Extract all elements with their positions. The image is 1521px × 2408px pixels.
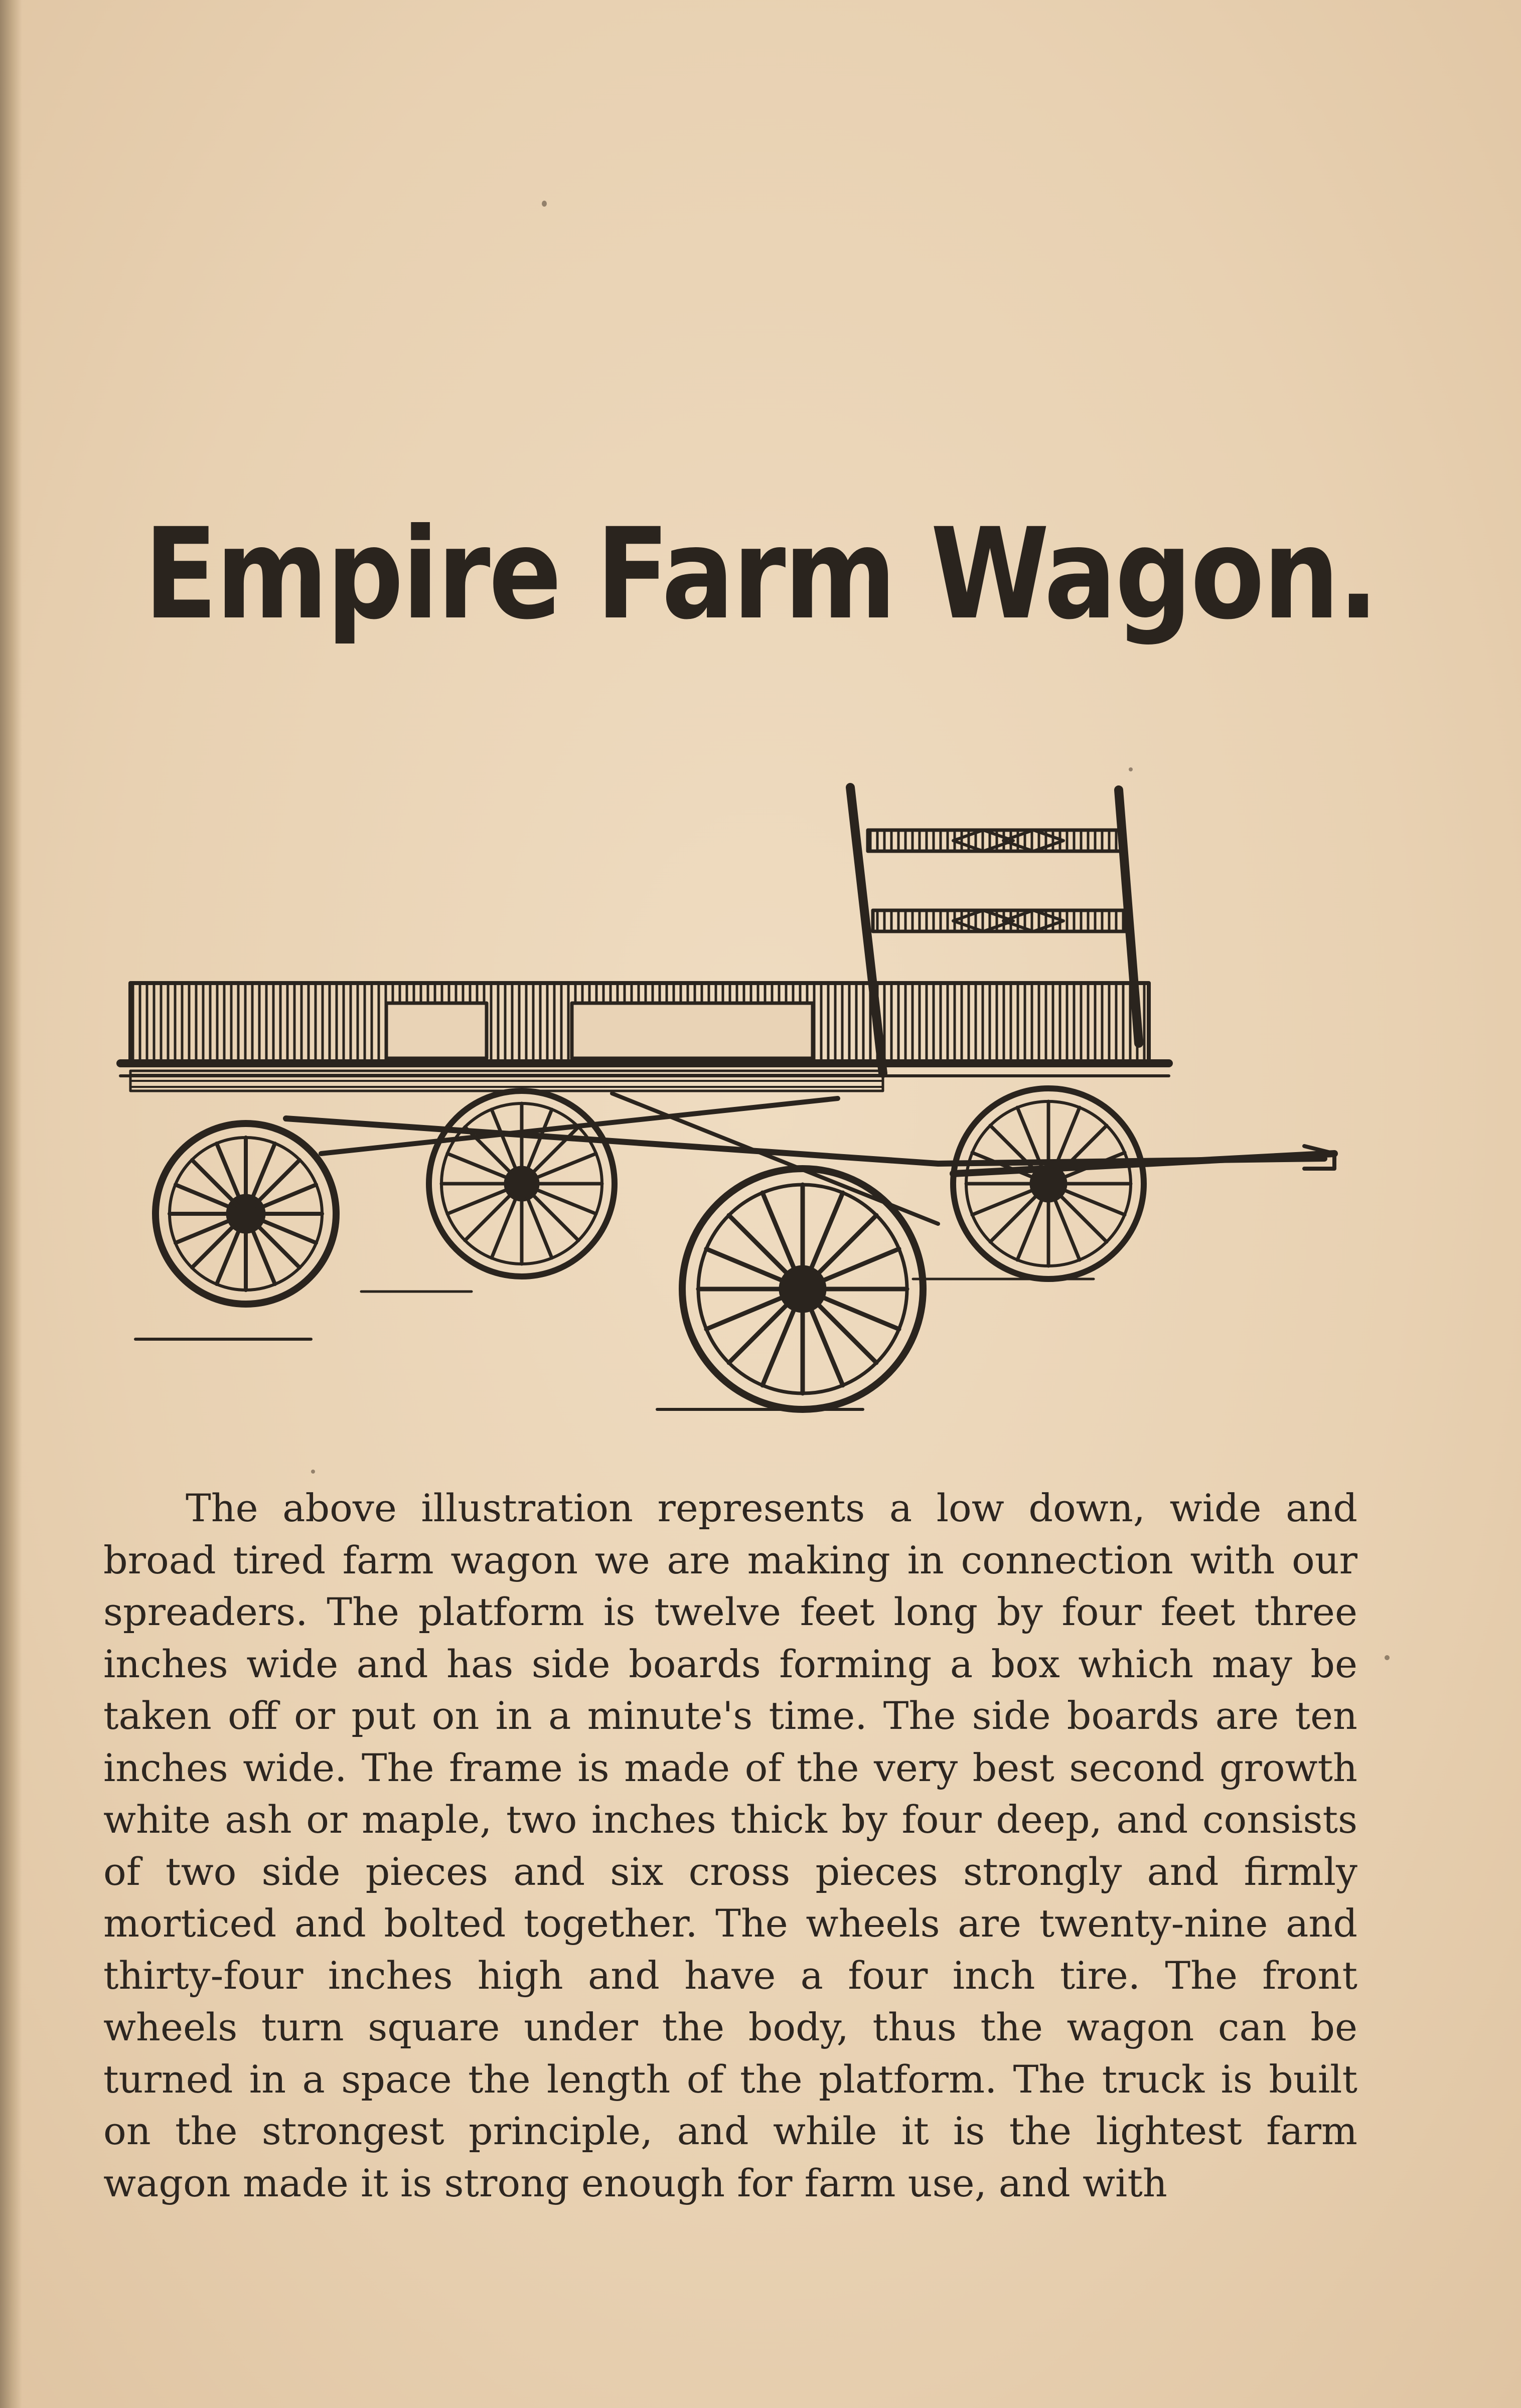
paper-fleck xyxy=(1385,1655,1390,1660)
description-paragraph: The above illustration represents a low down, wide and broad tired farm wagon we are making in connection with our spreaders. The platform is twelve feet long by four feet three inches wide and has side boards forming a box which may be taken off or put on in a minute's time. The side boards are ten inches wide. The frame is made of the very best second growth white ash or maple, two inches thick by four deep, and consists of two side pieces and six cross pieces strongly and firmly morticed and bolted together. The wheels are twenty-nine and thirty-four inches high and have a four inch tire. The front wheels turn square under the body, thus the wagon can be turned in a space the length of the platform. The truck is built on the strongest principle, and while it is the lightest farm wagon made it is strong enough for farm use, and with xyxy=(103,1486,1357,2205)
description-text-block xyxy=(103,1482,1357,2209)
paper-fleck xyxy=(311,1470,315,1474)
farm-wagon-engraving-icon xyxy=(110,772,1344,1455)
page-binding-edge xyxy=(0,0,22,2408)
page-title: Empire Farm Wagon. xyxy=(143,501,1378,647)
paper-fleck xyxy=(1129,767,1133,771)
paper-fleck xyxy=(542,201,547,207)
